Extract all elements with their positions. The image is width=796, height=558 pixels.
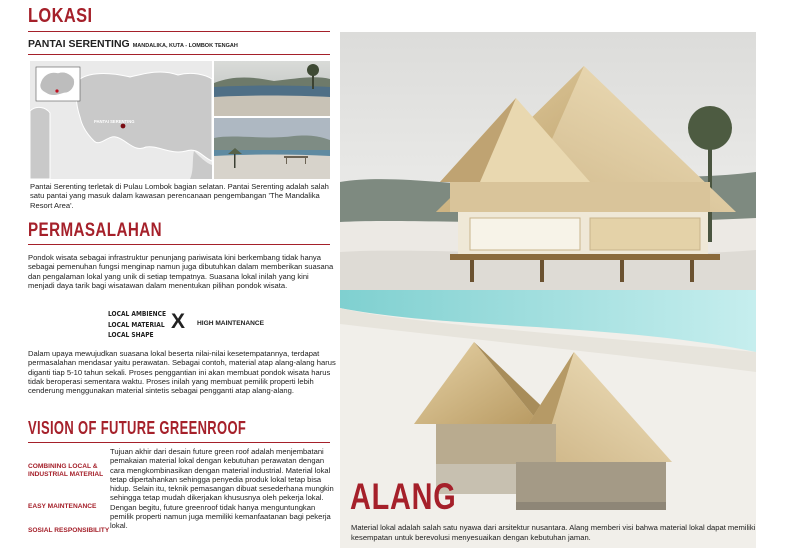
alang-caption: Material lokal adalah salah satu nyawa dari arsitektur nusantara. Alang memberi visi bahwa material lokal dapat memiliki kesempatan untuk berevolusi menyesuaikan dengan kebutuhan jaman. — [351, 523, 756, 542]
permasalahan-paragraph-2: Dalam upaya mewujudkan suasana lokal beserta nilai-nilai kesetempatannya, terdapat permasalahan mendasar yaitu perawatan. Sebagai contoh, material atap alang-alang harus diganti tiap 5-10 tahun sekali. Proses penggantian ini akan membuat pondok wisata harus tidak beroperasi sementara waktu. Proses inilah yang membuat pemilik properti lebih cenderung menggunakan material sintetis sebagai pengganti atap alang-alang. — [28, 349, 336, 396]
location-name: PANTAI SERENTING — [28, 38, 130, 50]
divider-lokasi — [28, 31, 330, 32]
alang-render — [340, 32, 756, 548]
location-description: Pantai Serenting terletak di Pulau Lombok bagian selatan. Pantai Serenting adalah salah satu pantai yang masuk dalam kawasan perencanaan pengembangan 'The Mandalika Resort Area'. — [30, 182, 329, 210]
versus-mark: X — [171, 310, 186, 333]
beach-photo-2-graphic — [214, 118, 330, 179]
divider-vision — [28, 442, 330, 443]
vision-label-maintenance: EASY MAINTENANCE — [28, 503, 97, 510]
section-title-vision: VISION OF FUTURE GREENROOF — [28, 418, 247, 438]
location-area: MANDALIKA, KUTA - LOMBOK TENGAH — [132, 43, 238, 49]
vision-label-social: SOSIAL RESPONSIBILITY — [28, 527, 110, 534]
location-map — [30, 61, 212, 179]
alang-render-graphic — [340, 32, 756, 548]
local-ambience-list — [108, 309, 166, 341]
vision-label-combining: COMBINING LOCAL & INDUSTRIAL MATERIAL — [28, 463, 104, 478]
local-material-item: LOCAL MATERIAL — [108, 320, 165, 329]
local-shape-item: LOCAL SHAPE — [108, 331, 154, 340]
section-title-permasalahan: PERMASALAHAN — [28, 220, 162, 241]
beach-photo-1 — [214, 61, 330, 116]
permasalahan-paragraph-1: Pondok wisata sebagai infrastruktur penunjang pariwisata kini berkembang tidak hanya sebagai pemenuhan fungsi menginap namun juga dibutuhkan dalam memberikan suasana dan pengalaman lokal yang unik di setiap tempatnya. Suasana lokal inilah yang kini menjadi daya tarik bagi wisatawan dalam menentukan pilihan pondok wisata. — [28, 253, 334, 290]
map-location-label: PANTAI SERENTING — [94, 119, 135, 124]
high-maintenance-label: HIGH MAINTENANCE — [197, 320, 265, 327]
beach-photo-1-graphic — [214, 61, 330, 116]
local-ambience-item: LOCAL AMBIENCE — [108, 310, 167, 318]
divider-permasalahan — [28, 244, 330, 245]
beach-photo-2 — [214, 118, 330, 179]
vision-text: Tujuan akhir dari desain future green roof adalah menjembatani pemakaian material lokal dengan kebutuhan perawatan dengan cara mengkombinasikan dengan material industrial. Material lokal tetap dipertahankan sehingga penyedia produk lokal tetap bisa hidup. Selain itu, teknik pemasangan dibuat sesederhana mungkin sehingga tetap mudah dikerjakan khususnya oleh pekerja lokal. Dengan begitu, future greenroof tidak hanya menguntungkan pemilik properti namun juga memiliki kemanfaatanan bagi pekerja lokal. — [110, 447, 334, 531]
alang-title: ALANG — [350, 476, 457, 517]
section-title-lokasi: LOKASI — [28, 5, 93, 27]
divider-location — [28, 54, 330, 55]
location-heading — [28, 38, 238, 50]
